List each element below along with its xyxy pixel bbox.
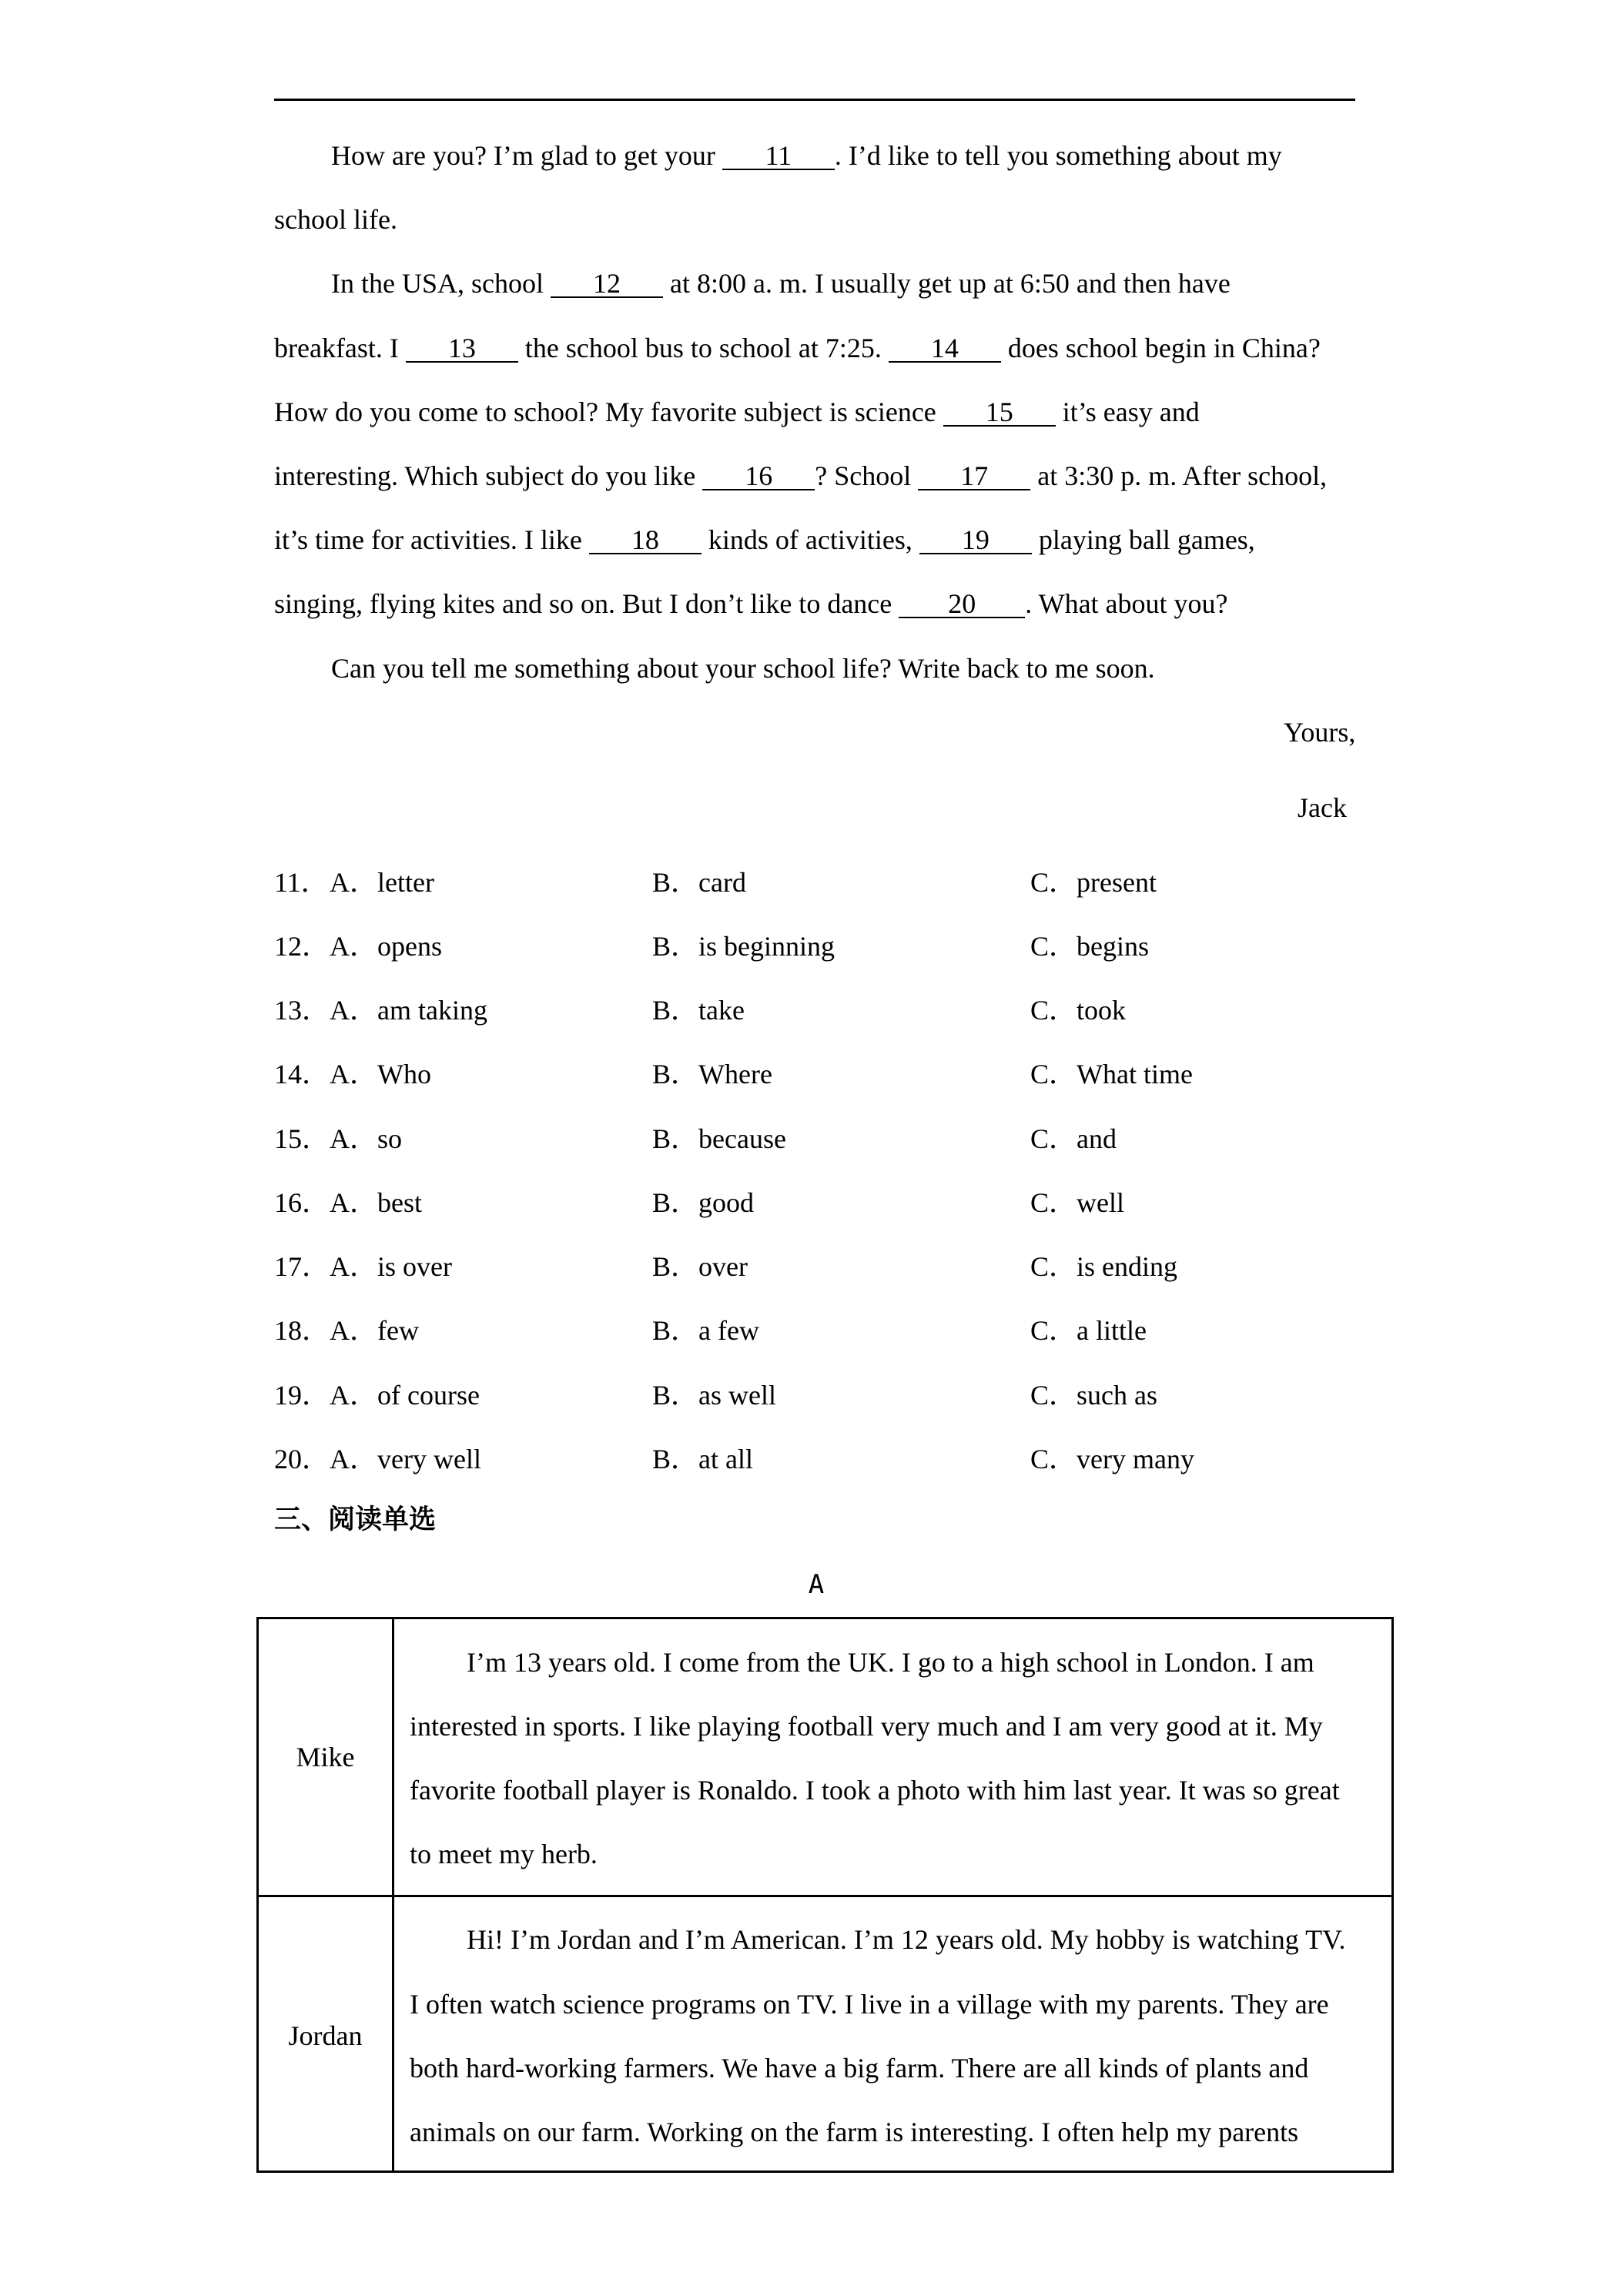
option-c[interactable]: C．such as xyxy=(1030,1380,1157,1411)
letter-line xyxy=(331,651,1155,685)
option-a[interactable]: A．Who xyxy=(330,1059,431,1089)
option-a[interactable]: A．am taking xyxy=(330,995,487,1026)
blank-18: 18 xyxy=(589,527,702,554)
letter-line xyxy=(274,523,1255,557)
blank-15: 15 xyxy=(943,399,1056,427)
option-b[interactable]: B．good xyxy=(652,1187,755,1218)
blank-20: 20 xyxy=(899,591,1025,618)
option-c[interactable]: C．begins xyxy=(1030,931,1150,962)
blank-11: 11 xyxy=(722,142,835,170)
question-number: 20． xyxy=(274,1444,330,1474)
text-segment: How are you? I’m glad to get your xyxy=(331,140,722,171)
text-segment: playing ball games, xyxy=(1031,524,1255,555)
option-c[interactable]: C．and xyxy=(1030,1123,1117,1154)
option-a[interactable]: A．letter xyxy=(330,867,434,898)
option-a[interactable]: A．of course xyxy=(330,1380,480,1411)
text-segment: at 8:00 a. m. I usually get up at 6:50 and then have xyxy=(662,268,1231,299)
text-segment: it’s easy and xyxy=(1055,397,1200,427)
blank-12: 12 xyxy=(551,270,663,298)
letter-line xyxy=(274,331,1321,365)
cell-text-line: interested in sports. I like playing football very much and I am very good at it. My xyxy=(410,1711,1323,1742)
text-segment: interesting. Which subject do you like xyxy=(274,460,703,491)
text-segment: Can you tell me something about your school life? Write back to me soon. xyxy=(331,653,1155,684)
cell-text-line: to meet my herb. xyxy=(410,1839,598,1869)
option-c[interactable]: C．present xyxy=(1030,867,1157,898)
blank-14: 14 xyxy=(889,335,1001,363)
question-number: 16． xyxy=(274,1187,330,1218)
blank-19: 19 xyxy=(919,527,1032,554)
option-a[interactable]: A．opens xyxy=(330,931,442,962)
letter-line xyxy=(274,459,1327,493)
cell-text-line: both hard-working farmers. We have a big farm. There are all kinds of plants and xyxy=(410,2053,1309,2083)
letter-line xyxy=(274,587,1228,621)
option-b[interactable]: B．a few xyxy=(652,1315,759,1346)
blank-16: 16 xyxy=(702,463,815,490)
cell-text-line: favorite football player is Ronaldo. I took a photo with him last year. It was so great xyxy=(410,1775,1340,1806)
question-number: 14． xyxy=(274,1059,330,1089)
table-row-divider xyxy=(259,1895,1391,1897)
option-c[interactable]: C．What time xyxy=(1030,1059,1193,1089)
question-number: 11． xyxy=(274,867,329,898)
option-b[interactable]: B．because xyxy=(652,1123,786,1154)
blank-13: 13 xyxy=(406,335,518,363)
name-cell: Jordan xyxy=(288,2020,363,2051)
option-c[interactable]: C．a little xyxy=(1030,1315,1147,1346)
cell-text-line: I’m 13 years old. I come from the UK. I go to a high school in London. I am xyxy=(467,1647,1314,1678)
option-a[interactable]: A．is over xyxy=(330,1251,452,1282)
question-number: 17． xyxy=(274,1251,330,1282)
text-segment: at 3:30 p. m. After school, xyxy=(1030,460,1328,491)
option-c[interactable]: C．well xyxy=(1030,1187,1124,1218)
option-b[interactable]: B．at all xyxy=(652,1444,753,1474)
option-a[interactable]: A．very well xyxy=(330,1444,481,1474)
option-b[interactable]: B．Where xyxy=(652,1059,772,1089)
letter-line xyxy=(274,395,1200,429)
text-segment: . I’d like to tell you something about my xyxy=(834,140,1282,171)
header-rule xyxy=(274,99,1355,101)
profile-table xyxy=(256,1617,1394,2173)
text-segment: How do you come to school? My favorite subject is science xyxy=(274,397,943,427)
option-c[interactable]: C．very many xyxy=(1030,1444,1194,1474)
option-c[interactable]: C．took xyxy=(1030,995,1127,1026)
cell-text-line: Hi! I’m Jordan and I’m American. I’m 12 years old. My hobby is watching TV. xyxy=(467,1924,1346,1955)
text-segment: singing, flying kites and so on. But I don’t like to dance xyxy=(274,588,899,619)
text-segment: In the USA, school xyxy=(331,268,551,299)
question-number: 18． xyxy=(274,1315,330,1346)
option-a[interactable]: A．so xyxy=(330,1123,403,1154)
letter-line xyxy=(331,139,1282,172)
option-b[interactable]: B．as well xyxy=(652,1380,776,1411)
option-b[interactable]: B．over xyxy=(652,1251,748,1282)
text-segment: . What about you? xyxy=(1025,588,1228,619)
blank-17: 17 xyxy=(918,463,1030,490)
cell-text-line: I often watch science programs on TV. I live in a village with my parents. They are xyxy=(410,1989,1329,2020)
letter-line xyxy=(274,202,397,236)
text-segment: breakfast. I xyxy=(274,333,406,363)
text-segment: the school bus to school at 7:25. xyxy=(517,333,889,363)
text-segment: it’s time for activities. I like xyxy=(274,524,589,555)
letter-signature: Jack xyxy=(1298,792,1347,823)
option-a[interactable]: A．best xyxy=(330,1187,422,1218)
text-segment: ? School xyxy=(815,460,919,491)
name-cell: Mike xyxy=(296,1742,355,1772)
option-c[interactable]: C．is ending xyxy=(1030,1251,1178,1282)
option-b[interactable]: B．is beginning xyxy=(652,931,835,962)
letter-line xyxy=(331,266,1231,300)
question-number: 15． xyxy=(274,1123,330,1154)
letter-closing: Yours, xyxy=(1284,717,1356,748)
option-a[interactable]: A．few xyxy=(330,1315,419,1346)
question-number: 19． xyxy=(274,1380,330,1411)
text-segment: kinds of activities, xyxy=(701,524,919,555)
passage-label: A xyxy=(808,1569,825,1600)
section-heading: 三、阅读单选 xyxy=(274,1504,437,1535)
question-number: 12． xyxy=(274,931,330,962)
option-b[interactable]: B．card xyxy=(652,867,746,898)
cell-text-line: animals on our farm. Working on the farm is interesting. I often help my parents xyxy=(410,2117,1299,2147)
question-number: 13． xyxy=(274,995,330,1026)
text-segment: school life. xyxy=(274,204,397,235)
text-segment: does school begin in China? xyxy=(1000,333,1321,363)
option-b[interactable]: B．take xyxy=(652,995,745,1026)
